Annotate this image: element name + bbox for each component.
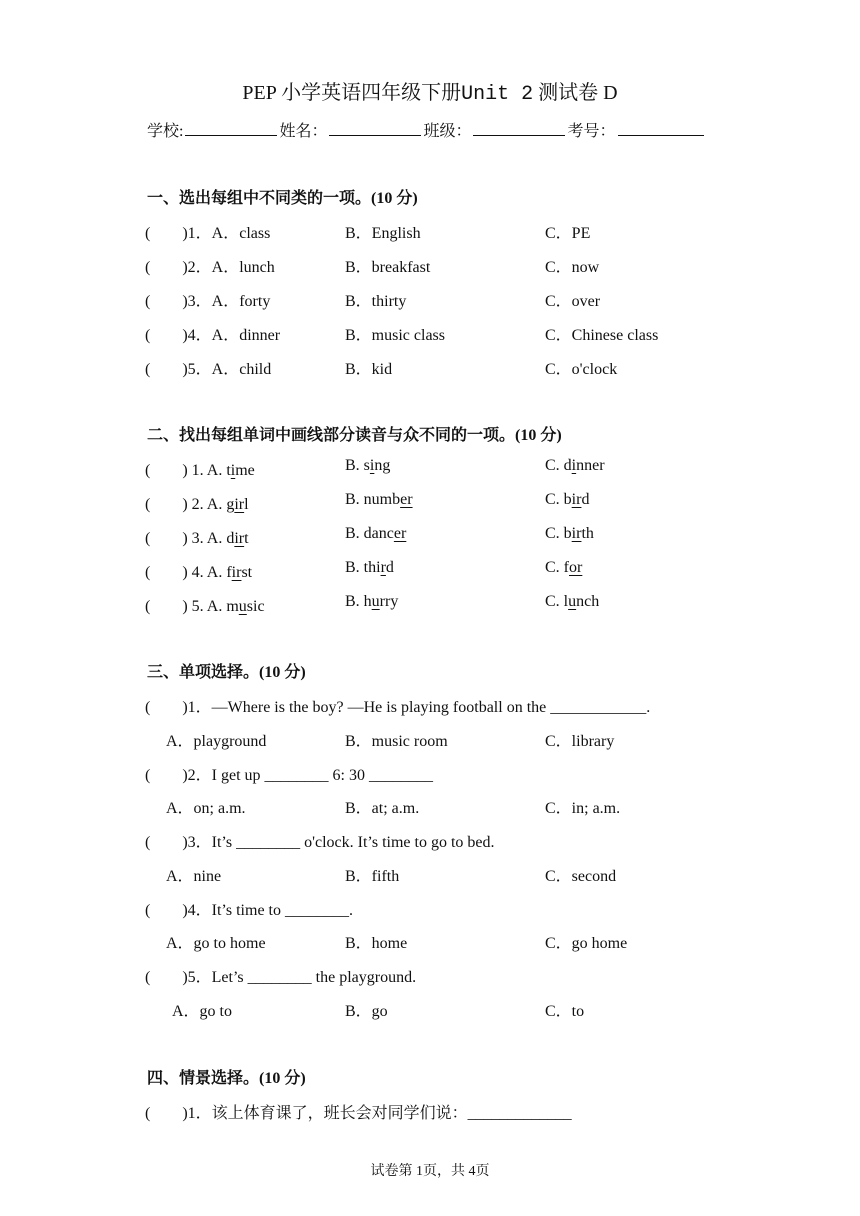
text: ( ) 1. A. t xyxy=(145,462,231,479)
s2-q1-b xyxy=(345,457,390,475)
text: ( ) 5. A. m xyxy=(145,598,239,615)
text: sic xyxy=(246,598,265,615)
underlined-letters: or xyxy=(569,559,583,576)
s1-q2-c: C．now xyxy=(545,259,600,276)
s2-q3-a xyxy=(145,525,249,548)
exam-no-blank[interactable] xyxy=(618,119,704,136)
underlined-letters: ir xyxy=(571,491,582,508)
name-blank[interactable] xyxy=(329,119,421,136)
text: d xyxy=(385,559,394,576)
s3-q2-option-a: A．on; a.m. xyxy=(166,800,246,817)
s3-q5-option-c: C．to xyxy=(545,1003,585,1020)
s2-q1-a xyxy=(145,457,255,480)
s1-q3-c: C．over xyxy=(545,293,601,310)
underlined-letters: er xyxy=(393,525,407,542)
s1-q5-b: B．kid xyxy=(345,361,393,378)
text: B. s xyxy=(345,457,370,474)
s3-q3-option-a: A．nine xyxy=(166,868,222,885)
s3-q1-option-b: B．music room xyxy=(345,733,448,750)
class-blank[interactable] xyxy=(473,119,565,136)
s1-q5-a: ( )5．A．child xyxy=(145,361,272,378)
underlined-letters: ir xyxy=(234,496,245,513)
page-footer: 试卷第 1页，共 4页 xyxy=(370,1164,490,1179)
text: nner xyxy=(576,457,605,474)
s3-q4-option-a: A．go to home xyxy=(166,935,266,952)
s3-q1-option-a: A．playground xyxy=(166,733,267,750)
section3-heading: 三、单项选择。(10 分) xyxy=(147,664,306,681)
text: C. l xyxy=(545,593,569,610)
s3-q5-question: ( )5．Let’s ________ the playground. xyxy=(145,969,417,986)
text: l xyxy=(244,496,249,513)
s2-q5-a xyxy=(145,593,265,616)
text: B. thi xyxy=(345,559,381,576)
section4-heading: 四、情景选择。(10 分) xyxy=(147,1070,306,1087)
underlined-letters: i xyxy=(230,462,236,479)
text: th xyxy=(581,525,594,542)
s2-q2-c xyxy=(545,491,589,509)
s3-q5-option-a: A．go to xyxy=(172,1003,233,1020)
text: ( ) 4. A. f xyxy=(145,564,232,581)
s2-q5-b xyxy=(345,593,398,611)
text: C. f xyxy=(545,559,569,576)
title-prefix: PEP 小学英语四年级下册 xyxy=(242,82,462,104)
text: d xyxy=(581,491,590,508)
text: ng xyxy=(374,457,391,474)
underlined-letters: ir xyxy=(571,525,582,542)
text: rry xyxy=(379,593,399,610)
s3-q4-option-b: B．home xyxy=(345,935,408,952)
text: C. d xyxy=(545,457,572,474)
s1-q4-c: C．Chinese class xyxy=(545,327,659,344)
underlined-letters: er xyxy=(400,491,413,508)
s3-q2-option-c: C．in; a.m. xyxy=(545,800,621,817)
s2-q2-a xyxy=(145,491,249,514)
name-label: 姓名： xyxy=(279,123,328,140)
underlined-letters: ir xyxy=(231,564,242,581)
s3-q1-option-c: C．library xyxy=(545,733,615,750)
s2-q4-a xyxy=(145,559,252,582)
s2-q2-b xyxy=(345,491,413,509)
text: C. b xyxy=(545,491,572,508)
school-label: 学校: xyxy=(147,123,184,140)
text: ( ) 2. A. g xyxy=(145,496,235,513)
s1-q3-a: ( )3．A．forty xyxy=(145,293,271,310)
s3-q3-option-b: B．fifth xyxy=(345,868,400,885)
text: t xyxy=(244,530,249,547)
school-blank[interactable] xyxy=(185,119,277,136)
underlined-letters: i xyxy=(571,457,577,474)
s3-q3-option-c: C．second xyxy=(545,868,617,885)
s2-q1-c xyxy=(545,457,605,475)
s4-q1-question: ( )1．该上体育课了，班长会对同学们说：_____________ xyxy=(145,1105,572,1122)
s3-q1-question: ( )1．—Where is the boy? —He is playing football on the ____________. xyxy=(145,699,651,716)
underlined-letters: u xyxy=(568,593,577,610)
exam-no-label: 考号： xyxy=(567,123,616,140)
text: me xyxy=(235,462,255,479)
s3-q4-question: ( )4．It’s time to ________. xyxy=(145,902,353,919)
s3-q5-option-b: B．go xyxy=(345,1003,388,1020)
underlined-letters: i xyxy=(369,457,375,474)
s1-q4-a: ( )4．A．dinner xyxy=(145,327,281,344)
class-label: 班级： xyxy=(423,123,472,140)
s1-q3-b: B．thirty xyxy=(345,293,407,310)
s2-q4-b xyxy=(345,559,394,577)
s2-q5-c xyxy=(545,593,599,611)
text: B. danc xyxy=(345,525,394,542)
s1-q1-b: B．English xyxy=(345,225,421,242)
page-title xyxy=(0,76,860,106)
text: B. h xyxy=(345,593,372,610)
s2-q3-b xyxy=(345,525,406,543)
section2-heading: 二、找出每组单词中画线部分读音与众不同的一项。(10 分) xyxy=(147,427,562,444)
text: ( ) 3. A. d xyxy=(145,530,235,547)
s1-q5-c: C．o'clock xyxy=(545,361,618,378)
title-unit: Unit 2 xyxy=(461,83,534,106)
underlined-letters: ir xyxy=(234,530,245,547)
underlined-letters: u xyxy=(371,593,380,610)
s1-q4-b: B．music class xyxy=(345,327,445,344)
student-info-line xyxy=(147,118,706,141)
s1-q2-a: ( )2．A．lunch xyxy=(145,259,275,276)
s3-q2-option-b: B．at; a.m. xyxy=(345,800,420,817)
s3-q4-option-c: C．go home xyxy=(545,935,628,952)
s3-q2-question: ( )2．I get up ________ 6: 30 ________ xyxy=(145,767,433,784)
s1-q1-c: C．PE xyxy=(545,225,591,242)
s1-q2-b: B．breakfast xyxy=(345,259,431,276)
text: C. b xyxy=(545,525,572,542)
text: st xyxy=(241,564,253,581)
title-suffix: 测试卷 D xyxy=(538,82,618,104)
underlined-letters: u xyxy=(238,598,247,615)
underlined-letters: r xyxy=(380,559,386,576)
text: nch xyxy=(576,593,600,610)
s3-q3-question: ( )3．It’s ________ o'clock. It’s time to go to bed. xyxy=(145,834,495,851)
text: B. numb xyxy=(345,491,401,508)
section1-heading: 一、选出每组中不同类的一项。(10 分) xyxy=(147,190,418,207)
s2-q3-c xyxy=(545,525,594,543)
s1-q1-a: ( )1．A．class xyxy=(145,225,271,242)
s2-q4-c xyxy=(545,559,582,577)
